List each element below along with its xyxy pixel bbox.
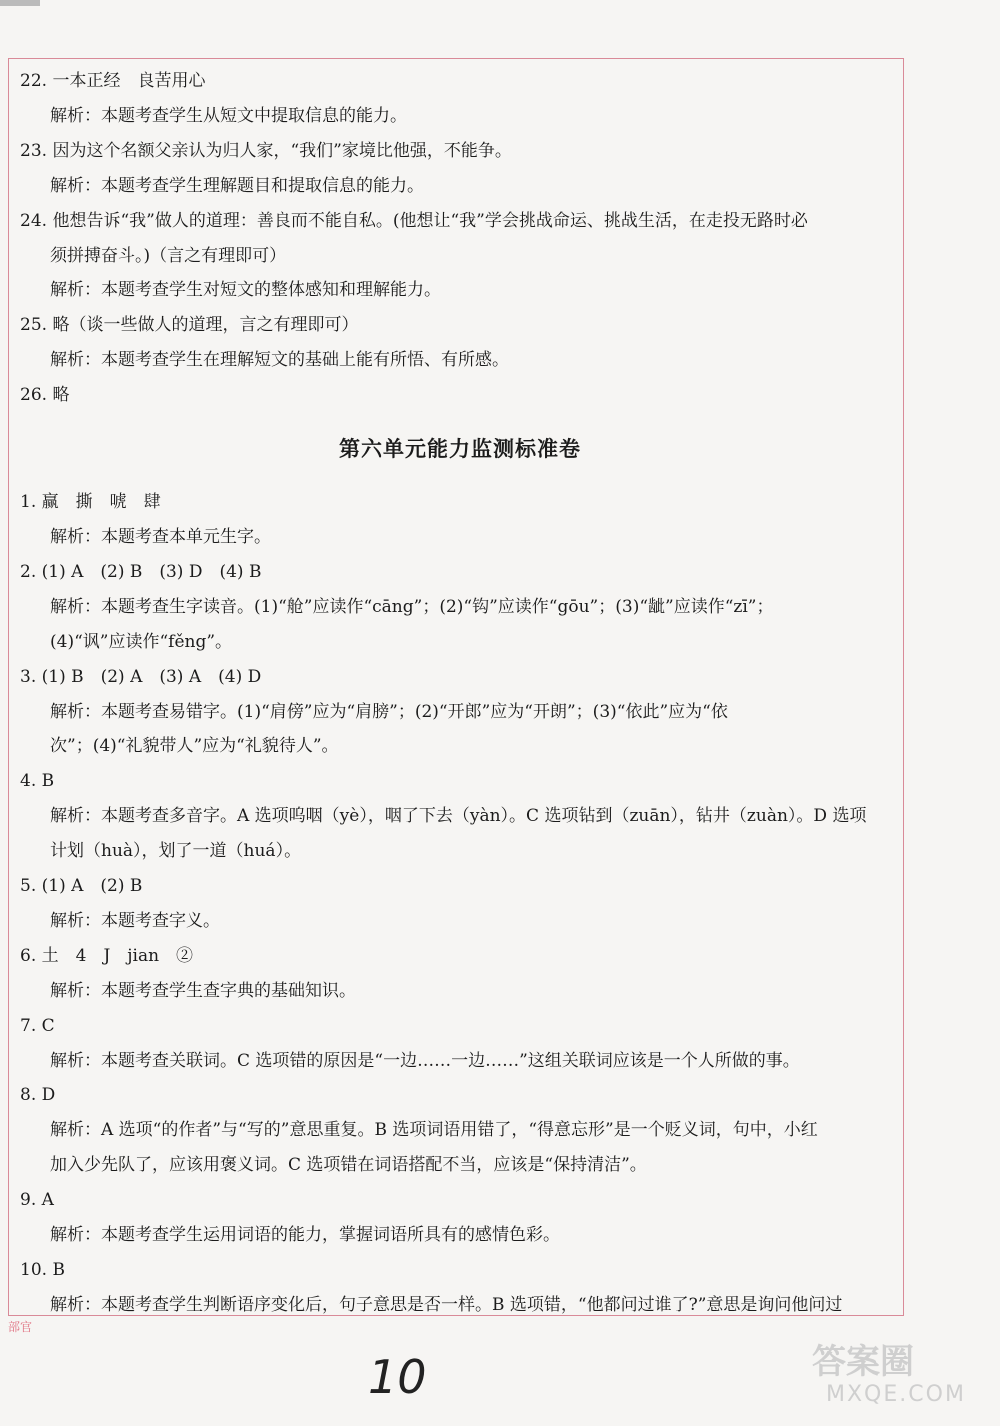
answer-line: 1. 赢 撕 唬 肆 [20, 492, 161, 513]
answer-line: 23. 因为这个名额父亲认为归人家，“我们”家境比他强，不能争。 [20, 140, 512, 161]
watermark-site: MXQE.COM [826, 1382, 966, 1407]
corner-stamp: 部官 [8, 1320, 33, 1334]
explanation-line: 加入少先队了，应该用褒义词。C 选项错在词语搭配不当，应该是“保持清洁”。 [50, 1155, 647, 1176]
answer-line: 5. (1) A (2) B [20, 876, 143, 897]
answer-line: 26. 略 [20, 385, 70, 406]
answer-line: 3. (1) B (2) A (3) A (4) D [20, 666, 262, 687]
explanation-line: 次”；(4)“礼貌带人”应为“礼貌待人”。 [50, 736, 339, 757]
watermark-title: 答案圈 [812, 1342, 914, 1382]
handwritten-page-number: 10 [368, 1350, 427, 1404]
explanation-line: 解析：本题考查学生运用词语的能力，掌握词语所具有的感情色彩。 [50, 1225, 560, 1246]
explanation-line: 计划（huà），划了一道（huá）。 [50, 841, 302, 862]
explanation-line: 解析：本题考查生字读音。(1)“舱”应读作“cāng”；(2)“钩”应读作“gōu”；(3)“龇”应读作“zī”； [50, 596, 774, 617]
explanation-line: 解析：本题考查学生在理解短文的基础上能有所悟、有所感。 [50, 350, 509, 371]
answer-line: 9. A [20, 1190, 54, 1211]
explanation-line: 解析：本题考查学生从短文中提取信息的能力。 [50, 105, 407, 126]
section-title: 第六单元能力监测标准卷 [339, 437, 581, 462]
answer-line: 8. D [20, 1085, 56, 1106]
explanation-line: 须拼搏奋斗。)（言之有理即可） [50, 245, 287, 266]
explanation-line: 解析：本题考查学生判断语序变化后，句子意思是否一样。B 选项错，“他都问过谁了?”意思是询问他问过 [50, 1294, 843, 1315]
explanation-line: 解析：本题考查多音字。A 选项呜咽（yè），咽了下去（yàn）。C 选项钻到（zuān），钻井（zuàn）。D 选项 [50, 806, 867, 827]
explanation-line: 解析：本题考查字义。 [50, 910, 220, 931]
answers-unit-6-block [20, 485, 900, 1323]
answer-line: 7. C [20, 1015, 55, 1036]
answer-line: 24. 他想告诉“我”做人的道理：善良而不能自私。(他想让“我”学会挑战命运、挑战生活，在走投无路时必 [20, 210, 808, 231]
explanation-line: 解析：本题考查易错字。(1)“肩傍”应为“肩膀”；(2)“开郎”应为“开朗”；(3)“依此”应为“依 [50, 701, 728, 722]
header-mark [0, 0, 40, 6]
explanation-line: 解析：本题考查关联词。C 选项错的原因是“一边……一边……”这组关联词应该是一个人所做的事。 [50, 1050, 800, 1071]
answers-unit-5-block [20, 64, 900, 413]
explanation-line: 解析：本题考查学生理解题目和提取信息的能力。 [50, 175, 424, 196]
explanation-line: 解析：本题考查本单元生字。 [50, 526, 271, 547]
explanation-line: 解析：本题考查学生对短文的整体感知和理解能力。 [50, 280, 441, 301]
explanation-line: (4)“讽”应读作“fěng”。 [50, 631, 233, 652]
answer-content [20, 64, 900, 1323]
explanation-line: 解析：A 选项“的作者”与“写的”意思重复。B 选项词语用错了，“得意忘形”是一个贬义词，句中，小红 [50, 1120, 818, 1141]
watermark-logo [812, 1334, 992, 1414]
answer-line: 22. 一本正经 良苦用心 [20, 71, 206, 91]
answer-line: 25. 略（谈一些做人的道理，言之有理即可） [20, 315, 359, 336]
answer-line: 6. 土 4 J jian ② [20, 945, 194, 966]
answer-line: 10. B [20, 1260, 65, 1280]
answer-line: 2. (1) A (2) B (3) D (4) B [20, 561, 262, 582]
explanation-line: 解析：本题考查学生查字典的基础知识。 [50, 980, 356, 1001]
answer-line: 4. B [20, 771, 55, 792]
